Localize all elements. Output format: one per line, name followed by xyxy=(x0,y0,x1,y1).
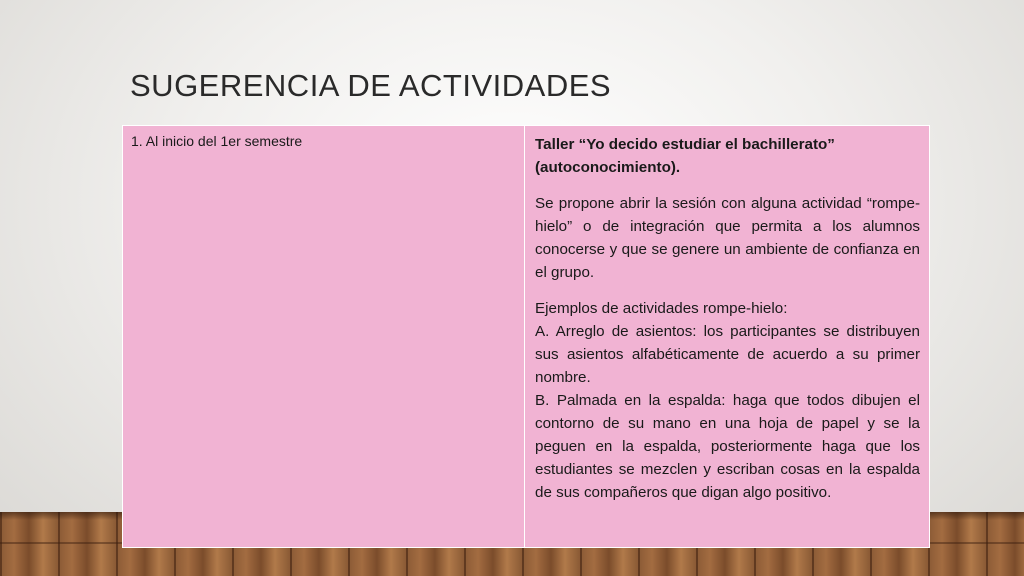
intro-paragraph: Se propone abrir la sesión con alguna actividad “rompe-hielo” o de integración que permita a los alumnos conocerse y que se genere un ambiente de confianza en el grupo. xyxy=(535,195,920,281)
timing-cell xyxy=(123,126,525,548)
example-a: A. Arreglo de asientos: los participantes se distribuyen sus asientos alfabéticamente de acuerdo a su primer nombre. xyxy=(535,323,920,386)
examples-heading: Ejemplos de actividades rompe-hielo: xyxy=(535,300,788,317)
timing-label: 1. Al inicio del 1er semestre xyxy=(131,133,303,149)
table-row xyxy=(123,126,930,548)
workshop-title: Taller “Yo decido estudiar el bachillerato” (autoconocimiento). xyxy=(535,136,835,176)
example-b: B. Palmada en la espalda: haga que todos dibujen el contorno de su mano en una hoja de papel y se la peguen en la espalda, posteriormente haga que los estudiantes se mezclen y escriban cosas en la espalda de sus compañeros que digan algo positivo. xyxy=(535,392,920,501)
activities-table xyxy=(122,125,930,548)
paragraph-spacer xyxy=(535,284,920,297)
paragraph-spacer xyxy=(535,179,920,192)
activity-description-cell xyxy=(525,126,930,548)
slide-title: SUGERENCIA DE ACTIVIDADES xyxy=(130,68,612,103)
